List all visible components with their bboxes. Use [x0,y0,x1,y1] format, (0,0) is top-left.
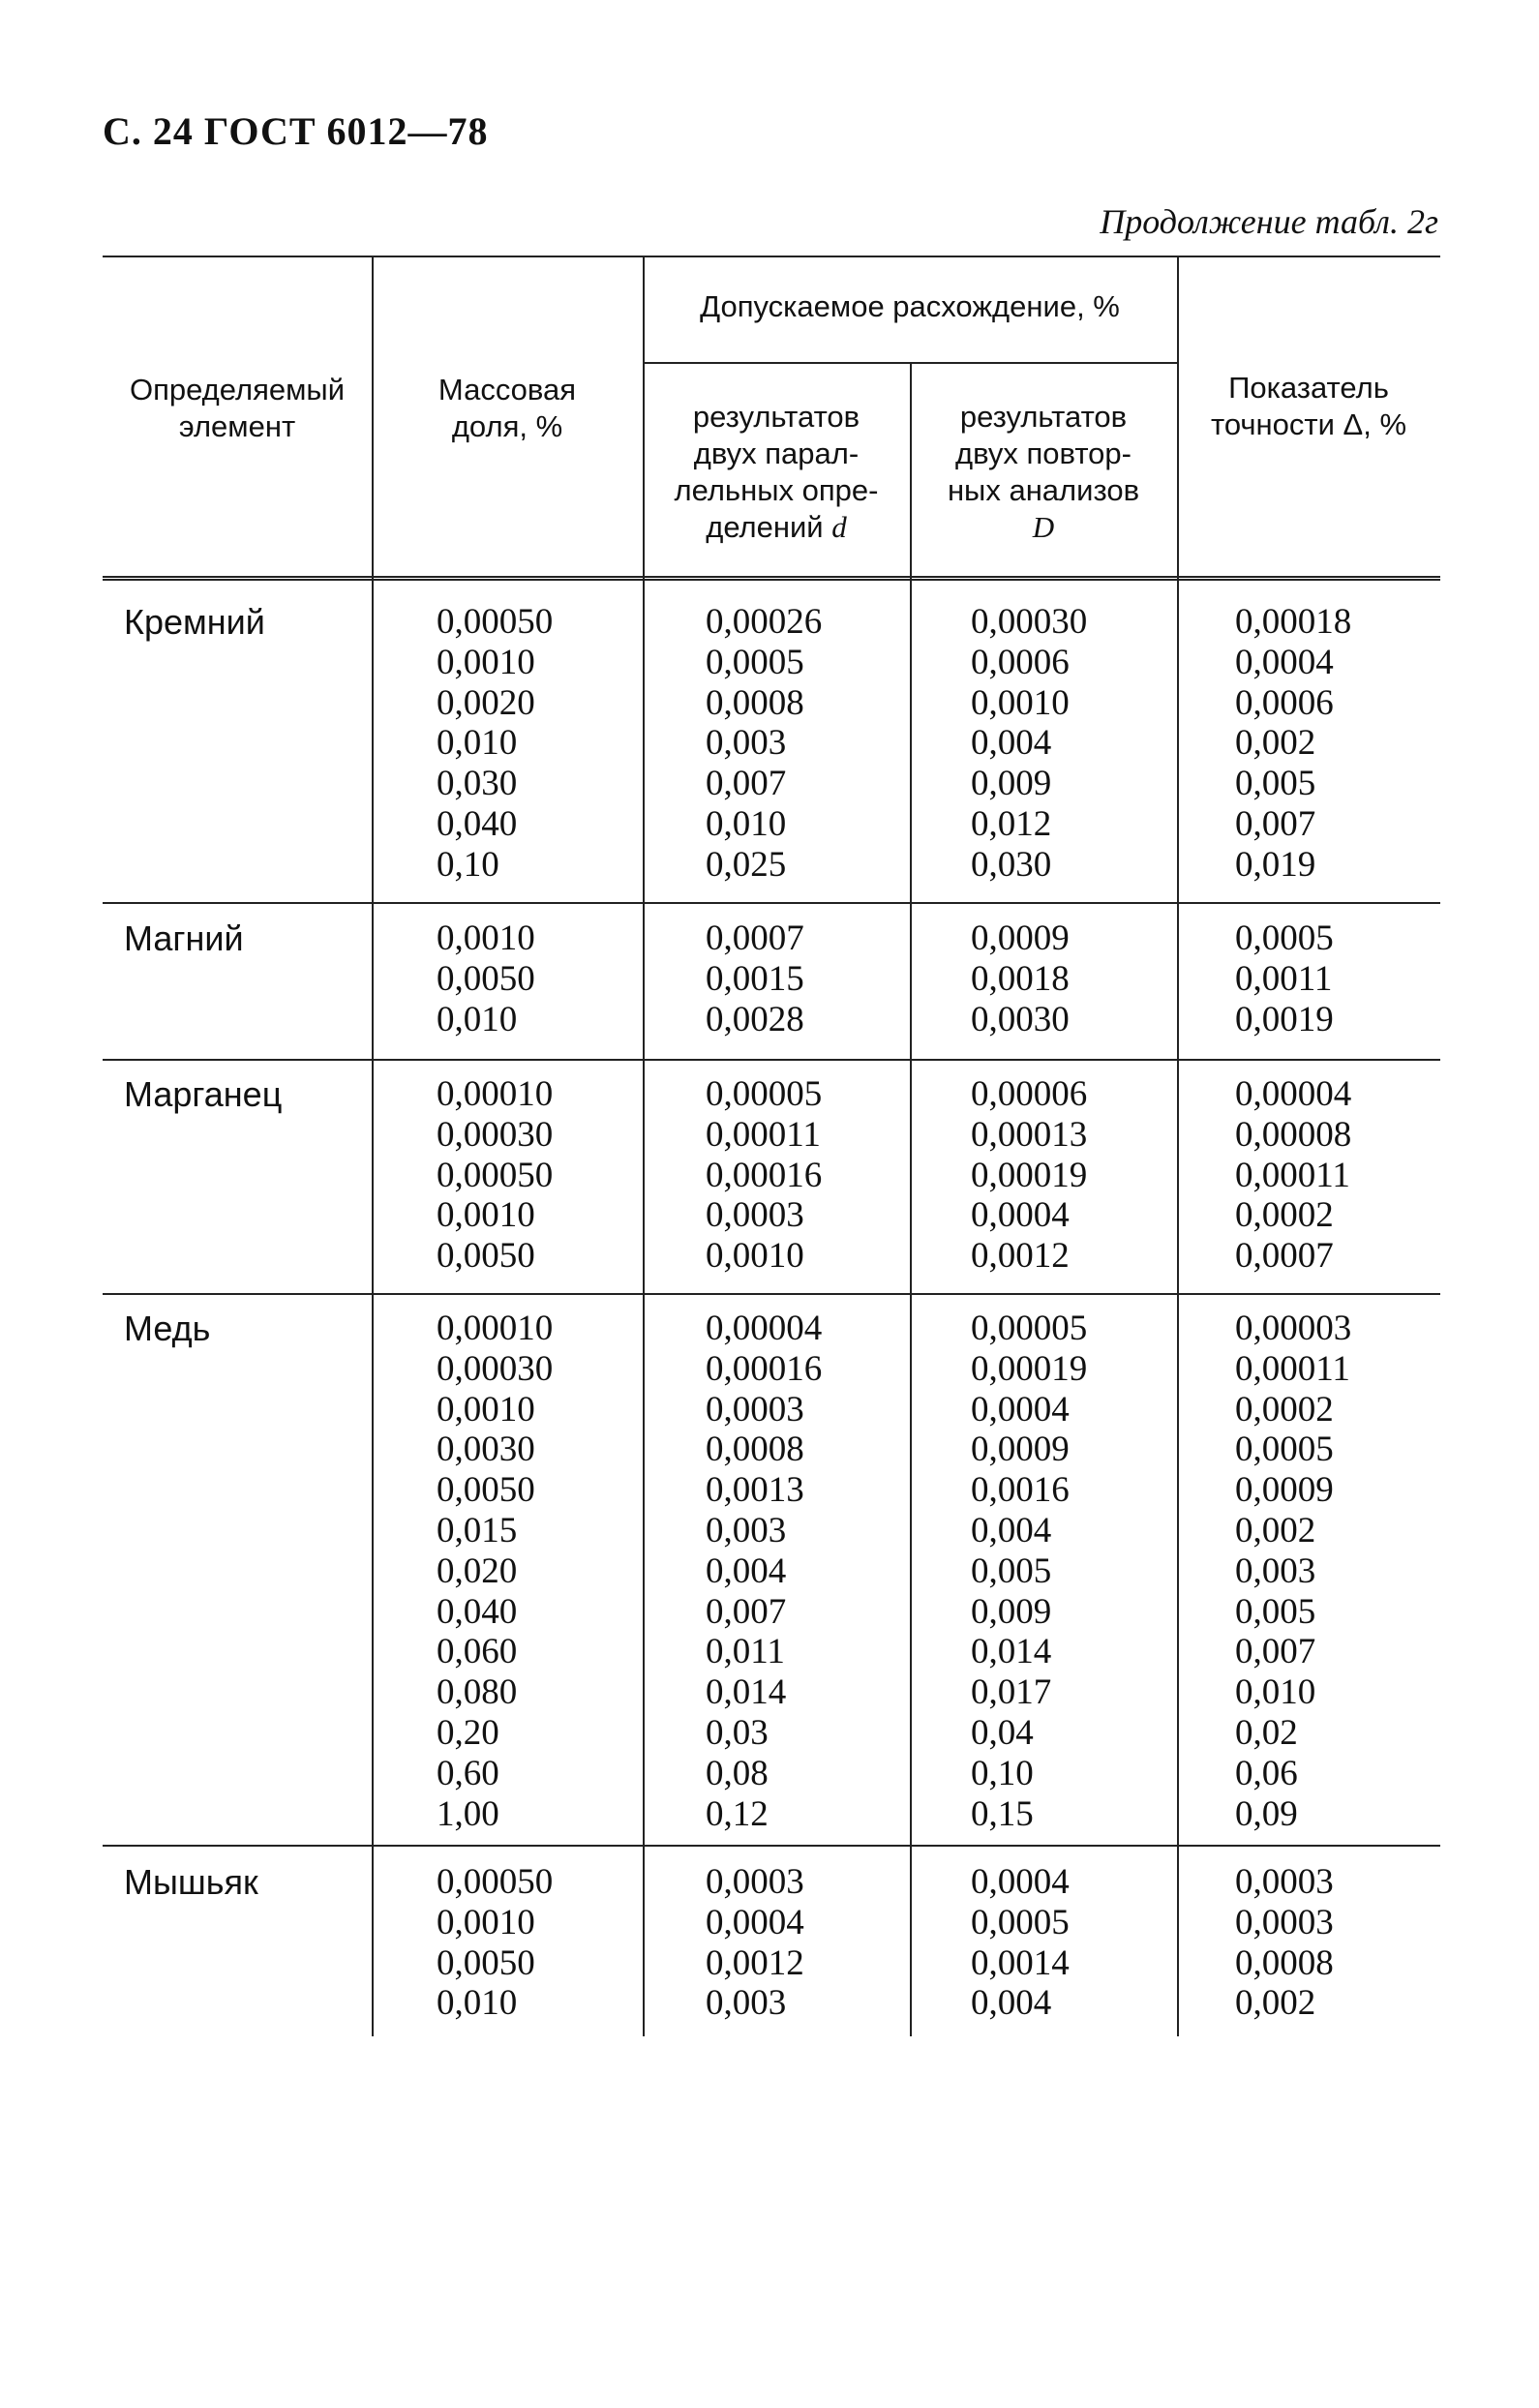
value-delta: 0,0002 [1235,1389,1334,1430]
value-d: 0,00005 [706,1074,823,1114]
value-delta: 0,00008 [1235,1114,1352,1155]
element-name: Медь [124,1309,211,1348]
value-d: 0,011 [706,1632,785,1672]
element-name: Магний [124,918,244,958]
cell-D [971,918,1070,1039]
value-d: 0,014 [706,1672,787,1713]
value-delta: 0,0011 [1235,958,1333,999]
value-d: 0,003 [706,1983,787,2024]
header-allowed-group [643,288,1177,325]
value-D: 0,004 [971,1983,1052,2024]
value-D: 0,009 [971,1591,1052,1632]
cell-mass [437,918,535,1039]
cell-d [706,1074,822,1277]
element-name: Марганец [124,1074,283,1114]
value-mass: 0,0010 [437,1389,535,1430]
element-name: Кремний [124,602,265,642]
header-accuracy-line1: Показатель [1228,371,1389,405]
value-D: 0,0006 [971,642,1070,682]
value-D: 0,004 [971,723,1052,764]
value-d: 0,0003 [706,1389,804,1430]
value-delta: 0,0009 [1235,1470,1334,1511]
value-D: 0,00005 [971,1309,1088,1348]
value-mass: 0,00050 [437,602,554,642]
value-delta: 0,003 [1235,1550,1316,1591]
value-mass: 0,00010 [437,1074,554,1114]
value-delta: 0,007 [1235,1632,1316,1672]
value-D: 0,0014 [971,1942,1070,1983]
value-D: 0,004 [971,1510,1052,1550]
value-mass: 0,040 [437,1591,518,1632]
value-mass: 0,030 [437,764,518,804]
value-mass: 0,20 [437,1712,499,1753]
value-d: 0,08 [706,1753,769,1793]
value-D: 0,0009 [971,918,1070,958]
value-d: 0,0015 [706,958,804,999]
header-accuracy [1177,370,1440,443]
header-D-symbol: D [1032,510,1055,544]
value-delta: 0,00004 [1235,1074,1352,1114]
value-mass: 0,0030 [437,1430,535,1470]
value-D: 0,030 [971,844,1052,885]
value-mass: 0,00050 [437,1862,554,1902]
header-mass [372,372,643,445]
value-d: 0,0008 [706,682,804,723]
value-delta: 0,019 [1235,844,1316,885]
value-mass: 0,0050 [437,958,535,999]
cell-D [971,602,1087,886]
header-element-line2: элемент [178,409,296,443]
value-delta: 0,0002 [1235,1195,1334,1236]
value-delta: 0,00018 [1235,602,1352,642]
header-D-line2: двух повтор- [955,436,1132,470]
header-element-line1: Определяемый [129,373,346,406]
value-d: 0,0028 [706,999,804,1039]
value-mass: 0,00030 [437,1348,554,1389]
value-delta: 0,0003 [1235,1862,1334,1902]
value-D: 0,00030 [971,602,1088,642]
value-delta: 0,0019 [1235,999,1334,1039]
table-top-rule [103,256,1440,257]
value-delta: 0,005 [1235,1591,1316,1632]
value-D: 0,017 [971,1672,1052,1713]
value-delta: 0,002 [1235,1983,1316,2024]
header-d-line1: результатов [692,400,860,434]
value-delta: 0,0005 [1235,918,1334,958]
header-mass-line2: доля, % [451,409,563,443]
value-D: 0,04 [971,1712,1034,1753]
value-d: 0,010 [706,803,787,844]
value-D: 0,0010 [971,682,1070,723]
value-delta: 0,005 [1235,764,1316,804]
header-bottom-rule [103,576,1440,581]
row-separator-1 [103,902,1440,904]
header-mass-line1: Массовая [438,373,577,406]
value-d: 0,004 [706,1550,787,1591]
value-d: 0,0010 [706,1236,804,1277]
value-d: 0,007 [706,1591,787,1632]
value-D: 0,009 [971,764,1052,804]
cell-d [706,1862,804,2024]
header-d-line4 [643,509,910,546]
value-delta: 0,0004 [1235,642,1334,682]
value-d: 0,0007 [706,918,804,958]
value-mass: 0,00050 [437,1155,554,1195]
value-delta: 0,09 [1235,1793,1298,1834]
cell-mass [437,1862,553,2024]
value-mass: 0,015 [437,1510,518,1550]
value-delta: 0,002 [1235,1510,1316,1550]
value-d: 0,00016 [706,1348,823,1389]
value-mass: 0,010 [437,723,518,764]
value-mass: 0,0010 [437,1195,535,1236]
value-delta: 0,010 [1235,1672,1316,1713]
cell-delta [1235,602,1351,886]
value-D: 0,005 [971,1550,1052,1591]
header-allowed-group-label: Допускаемое расхождение, % [700,289,1120,323]
header-d [643,399,910,546]
value-mass: 0,60 [437,1753,499,1793]
value-mass: 0,0010 [437,918,535,958]
value-delta: 0,0007 [1235,1236,1334,1277]
cell-mass [437,1309,553,1834]
cell-D [971,1309,1087,1834]
cell-D [971,1862,1070,2024]
value-D: 0,012 [971,803,1052,844]
cell-delta [1235,1074,1351,1277]
value-D: 0,0004 [971,1862,1070,1902]
value-D: 0,0030 [971,999,1070,1039]
value-d: 0,0008 [706,1430,804,1470]
value-D: 0,10 [971,1753,1034,1793]
value-delta: 0,00011 [1235,1348,1350,1389]
value-D: 0,00019 [971,1348,1088,1389]
value-mass: 0,010 [437,999,518,1039]
value-mass: 0,0050 [437,1942,535,1983]
value-delta: 0,02 [1235,1712,1298,1753]
value-d: 0,0003 [706,1195,804,1236]
value-mass: 0,0010 [437,642,535,682]
value-d: 0,00016 [706,1155,823,1195]
value-mass: 0,010 [437,1983,518,2024]
value-d: 0,00004 [706,1309,823,1348]
cell-d [706,918,804,1039]
cell-delta [1235,918,1334,1039]
value-mass: 0,080 [437,1672,518,1713]
value-mass: 0,0050 [437,1470,535,1511]
cell-D [971,1074,1087,1277]
value-D: 0,00006 [971,1074,1088,1114]
value-d: 0,0003 [706,1862,804,1902]
value-d: 0,025 [706,844,787,885]
value-d: 0,0005 [706,642,804,682]
header-d-symbol: d [831,510,847,544]
value-d: 0,0012 [706,1942,804,1983]
header-D [910,399,1177,546]
value-D: 0,00013 [971,1114,1088,1155]
value-mass: 0,10 [437,844,499,885]
header-D-line1: результатов [959,400,1128,434]
value-delta: 0,0006 [1235,682,1334,723]
header-D-line3: ных анализов [947,473,1140,507]
value-d: 0,003 [706,1510,787,1550]
value-mass: 0,00030 [437,1114,554,1155]
value-D: 0,0018 [971,958,1070,999]
value-D: 0,0004 [971,1195,1070,1236]
value-D: 0,0012 [971,1236,1070,1277]
value-mass: 1,00 [437,1793,499,1834]
value-d: 0,00011 [706,1114,821,1155]
value-mass: 0,0050 [437,1236,535,1277]
value-d: 0,00026 [706,602,823,642]
value-delta: 0,0003 [1235,1902,1334,1942]
value-d: 0,03 [706,1712,769,1753]
value-mass: 0,0010 [437,1902,535,1942]
row-separator-2 [103,1059,1440,1061]
col-divider-4 [1177,256,1179,2036]
col-divider-3 [910,362,912,2036]
value-d: 0,12 [706,1793,769,1834]
value-delta: 0,007 [1235,803,1316,844]
value-d: 0,003 [706,723,787,764]
cell-mass [437,602,553,886]
value-mass: 0,0020 [437,682,535,723]
value-mass: 0,060 [437,1632,518,1672]
element-name: Мышьяк [124,1862,258,1902]
col-divider-1 [372,256,374,2036]
row-separator-4 [103,1845,1440,1847]
value-D: 0,014 [971,1632,1052,1672]
value-D: 0,0004 [971,1389,1070,1430]
cell-delta [1235,1309,1351,1834]
value-delta: 0,00011 [1235,1155,1350,1195]
value-mass: 0,00010 [437,1309,554,1348]
header-accuracy-line2: точности Δ, % [1210,407,1407,441]
value-mass: 0,040 [437,803,518,844]
value-mass: 0,020 [437,1550,518,1591]
value-d: 0,007 [706,764,787,804]
header-d-line4-text: делений [706,510,824,544]
value-D: 0,15 [971,1793,1034,1834]
table-caption: Продолжение табл. 2г [1100,202,1438,241]
value-d: 0,0013 [706,1470,804,1511]
row-separator-3 [103,1293,1440,1295]
header-d-line2: двух парал- [693,436,860,470]
value-D: 0,00019 [971,1155,1088,1195]
value-D: 0,0005 [971,1902,1070,1942]
value-delta: 0,00003 [1235,1309,1352,1348]
value-delta: 0,0005 [1235,1430,1334,1470]
page-header: С. 24 ГОСТ 6012—78 [103,109,489,153]
cell-d [706,602,822,886]
value-D: 0,0016 [971,1470,1070,1511]
value-delta: 0,0008 [1235,1942,1334,1983]
cell-d [706,1309,822,1834]
header-element [103,372,372,445]
value-d: 0,0004 [706,1902,804,1942]
cell-mass [437,1074,553,1277]
value-delta: 0,002 [1235,723,1316,764]
value-delta: 0,06 [1235,1753,1298,1793]
value-D: 0,0009 [971,1430,1070,1470]
header-d-line3: лельных опре- [674,473,879,507]
cell-delta [1235,1862,1334,2024]
